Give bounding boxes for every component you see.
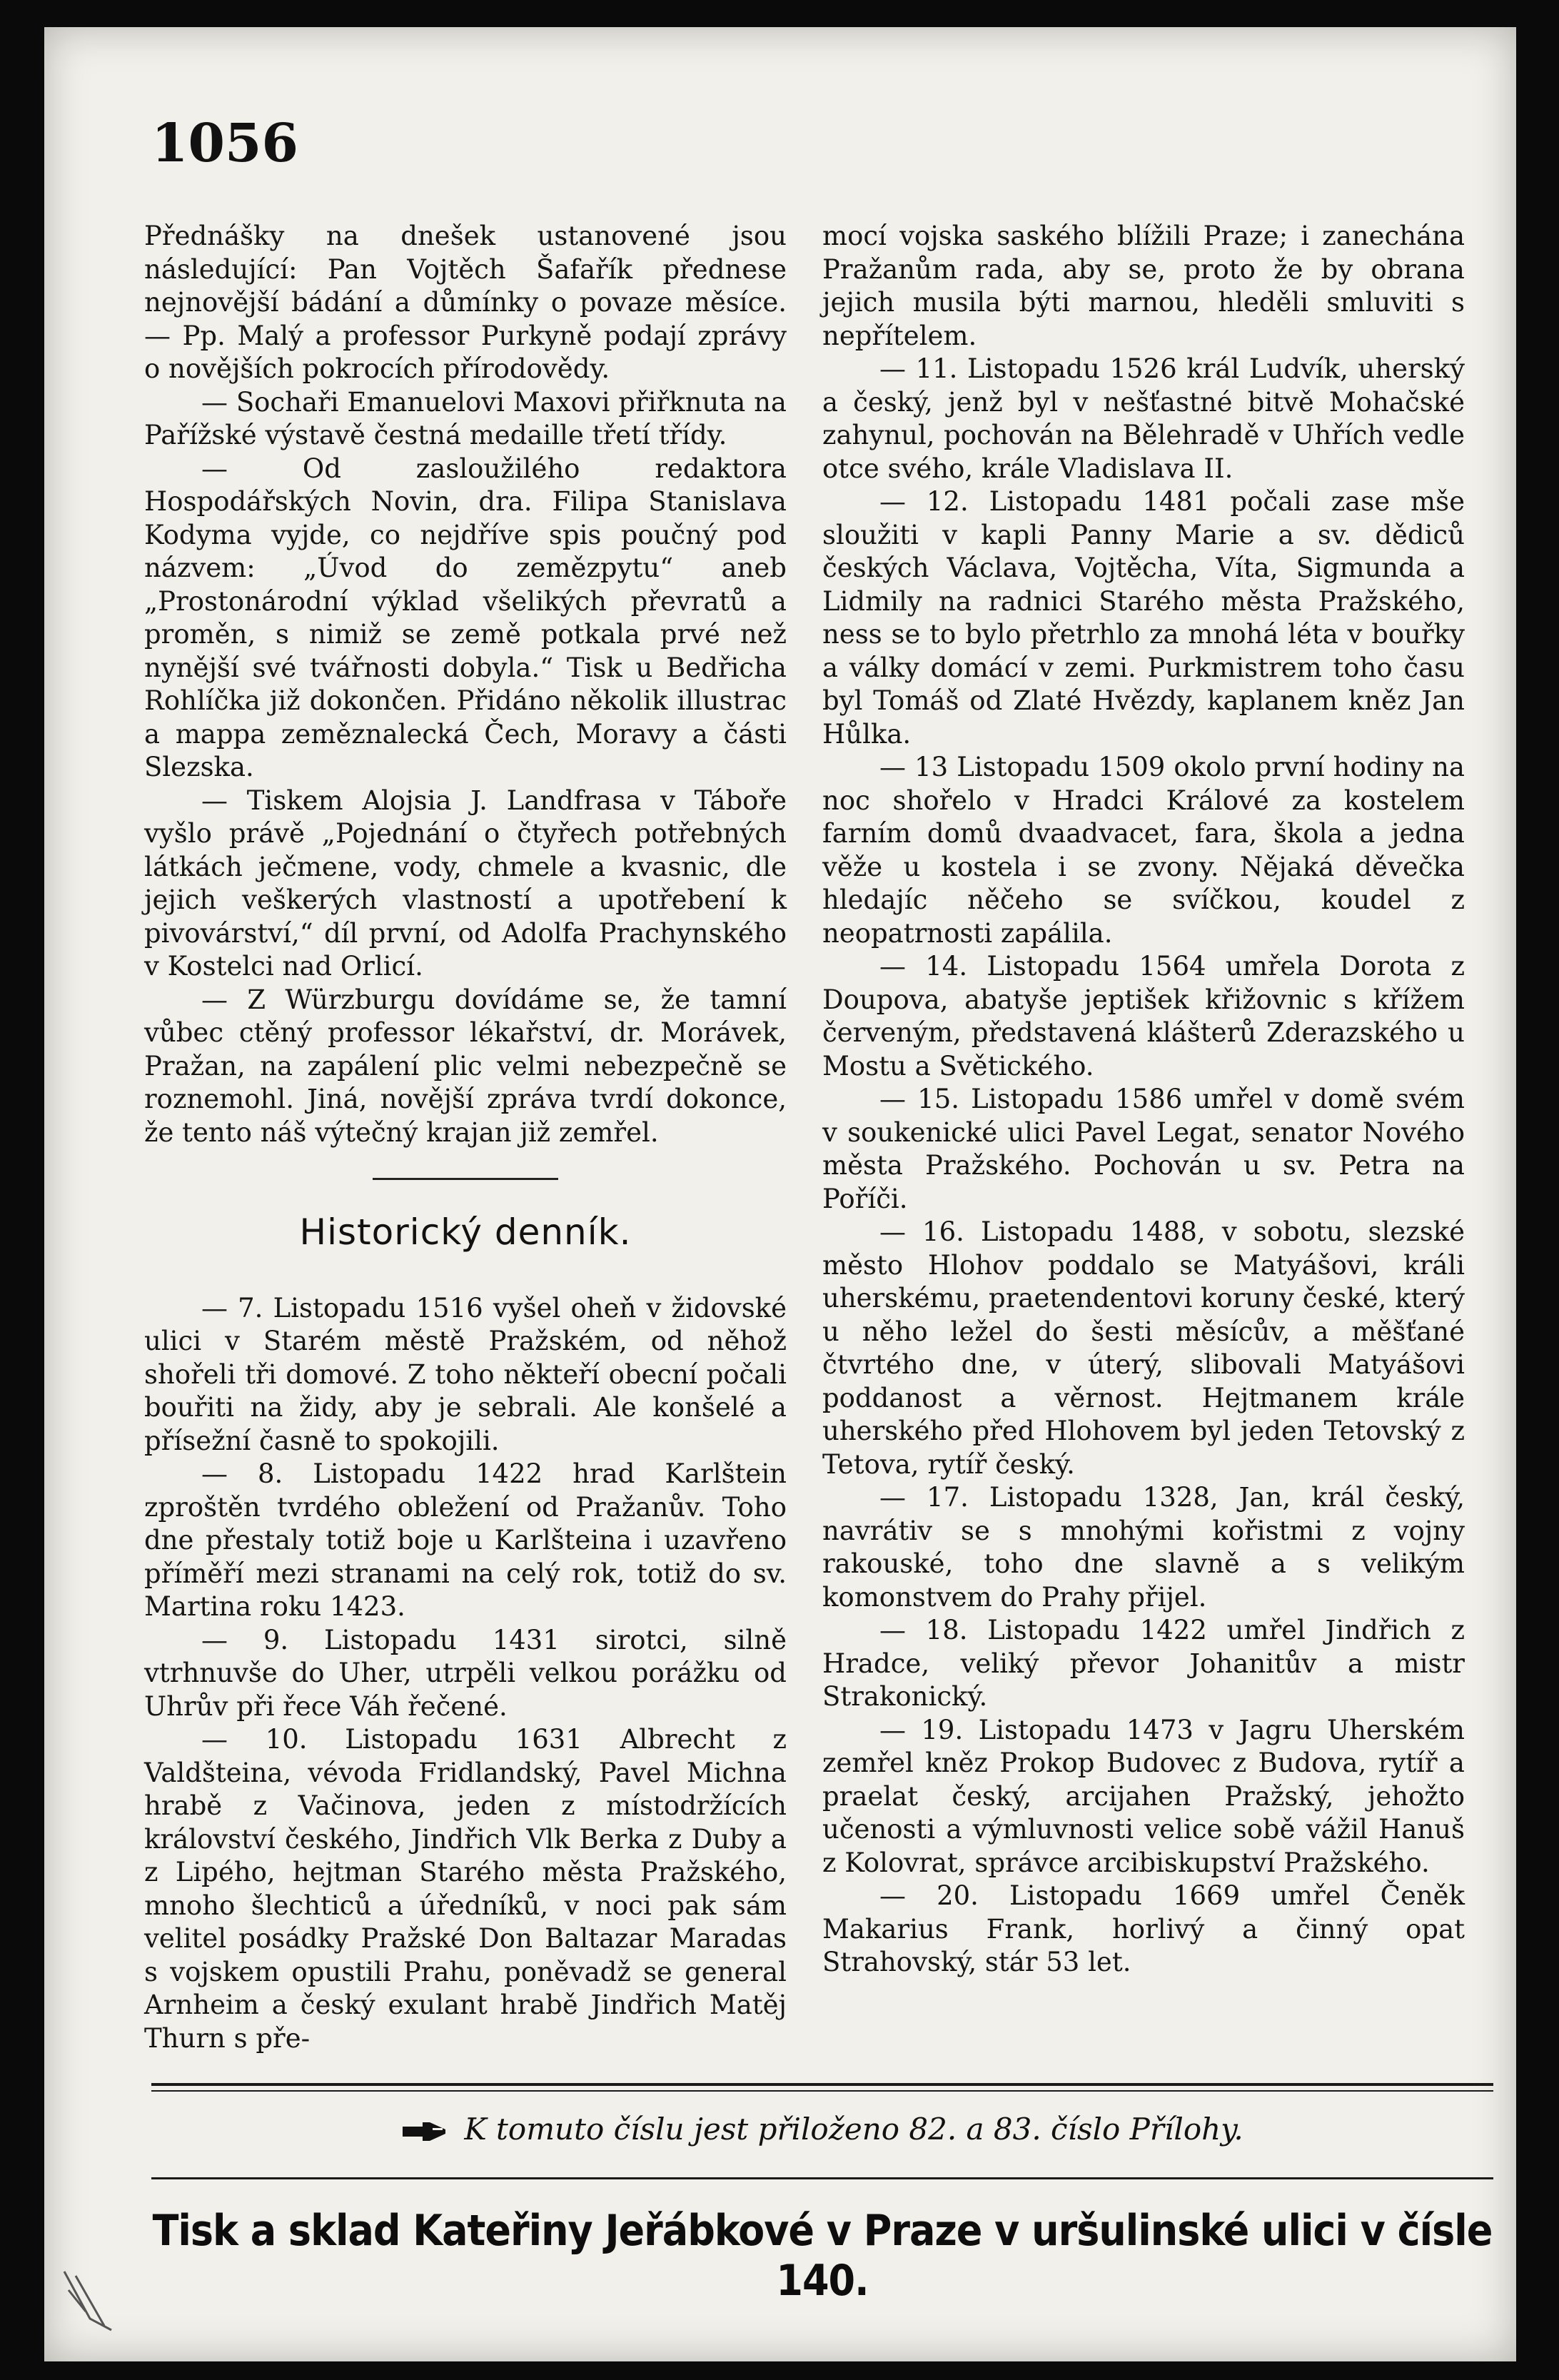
history-continuation: mocí vojska saského blížili Praze; i zanechána Pražanům rada, aby se, proto že by obrana jejich musila býti marnou, hleděli smluviti s nepřítelem. [822,221,1465,351]
supplement-note [151,2112,1493,2149]
left-column [144,220,787,2055]
history-entry: — 15. Listopadu 1586 umřel v domě svém v soukenické ulici Pavel Legat, senator Nového města Pražského. Pochován u sv. Petra na Poříči. [822,1084,1465,1214]
history-entry: — 16. Listopadu 1488, v sobotu, slezské město Hlohov poddalo se Matyášovi, králi uherskému, praetendentovi koruny české, který u něho ležel do šesti měsícův, a měšťané čtvrtého dne, v úterý, slibovali Matyášovi poddanost a věrnost. Hejtmanem krále uherského před Hlohovem byl jeden Tetovský z Tetova, rytíř český. [822,1216,1465,1480]
news-paragraph: — Z Würzburgu dovídáme se, že tamní vůbec ctěný professor lékařství, dr. Morávek, Pražan, na zapálení plic velmi nebezpečně se roznemohl. Jiná, novější zpráva tvrdí dokonce, že tento náš výtečný krajan již zemřel. [144,984,787,1148]
torn-corner-icon [61,2269,126,2336]
section-title: Historický denník. [299,1211,632,1253]
right-column [822,220,1465,1980]
supplement-text: K tomuto číslu jest přiloženo 82. a 83. číslo Přílohy. [464,2112,1243,2147]
news-paragraph: — Sochaři Emanuelovi Maxovi přiřknuta na Pařížské výstavě čestná medaille třetí třídy. [144,386,787,450]
news-paragraph: Přednášky na dnešek ustanovené jsou následující: Pan Vojtěch Šafařík přednese nejnovější bádání a důmínky o povaze měsíce. — Pp. Malý a professor Purkyně podají zprávy o novějších pokrocích přírodovědy. [144,221,787,384]
history-entry: — 12. Listopadu 1481 počali zase mše sloužiti v kapli Panny Marie a sv. dědiců českých Václava, Vojtěcha, Víta, Sigmunda a Lidmily na radnici Starého města Pražského, ness se to bylo přetrhlo za mnohá léta v bouřky a války domácí v zemi. Purkmistrem toho času byl Tomáš od Zlaté Hvězdy, kaplanem kněz Jan Hůlka. [822,486,1465,750]
history-entry: — 20. Listopadu 1669 umřel Čeněk Makarius Frank, horlivý a činný opat Strahovský, stár 53 let. [822,1880,1465,1977]
footer-imprint: Tisk a sklad Kateřiny Jeřábkové v Praze v uršulinské ulici v čísle 140. [152,2206,1493,2306]
section-divider [373,1178,558,1180]
history-entry: — 13 Listopadu 1509 okolo první hodiny na noc shořelo v Hradci Králové za kostelem farním domů dvaadvacet, fara, škola a jedna věže u kostela i se zvony. Nějaká děvečka hledajíc něčeho se svíčkou, koudel z neopatrnosti zapálila. [822,752,1465,949]
history-entry: — 17. Listopadu 1328, Jan, král český, navrátiv se s mnohými kořistmi z vojny rakouské, toho dne slavně a s velikým komonstvem do Prahy přijel. [822,1482,1465,1613]
page-number: 1056 [151,113,298,174]
pointing-hand-icon [401,2114,447,2149]
rule-above-footer [151,2177,1493,2179]
news-paragraph: — Tiskem Alojsia J. Landfrasa v Táboře vyšlo právě „Pojednání o čtyřech potřebných látkách ječmene, vody, chmele a kvasnic, dle jejich veškerých vlastností a upotřebení k pivovárství,“ díl první, od Adolfa Prachynského v Kostelci nad Orlicí. [144,785,787,982]
news-paragraph: — Od zasloužilého redaktora Hospodářských Novin, dra. Filipa Stanislava Kodyma vyjde, co nejdříve spis poučný pod názvem: „Úvod do zemězpytu“ aneb „Prostonárodní výklad všelikých převratů a proměn, s nimiž se země potkala prvé než nynější své tvářnosti dobyla.“ Tisk u Bedřicha Rohlíčka již dokončen. Přidáno několik illustrac a mappa zeměznalecká Čech, Moravy a části Slezska. [144,453,787,782]
history-entry: — 18. Listopadu 1422 umřel Jindřich z Hradce, veliký převor Johanitův a mistr Strakonický. [822,1615,1465,1712]
rule-above-supplement-thin [151,2090,1493,2092]
history-entry: — 7. Listopadu 1516 vyšel oheň v židovské ulici v Starém městě Pražském, od něhož shořeli tři domové. Z toho někteří obecní počali bouřiti na židy, aby je sebrali. Ale konšelé a přísežní časně to spokojili. [144,1292,787,1456]
rule-above-supplement [151,2083,1493,2086]
history-entry: — 11. Listopadu 1526 král Ludvík, uherský a český, jenž byl v nešťastné bitvě Mohačské zahynul, pochován na Bělehradě v Uhřích vedle otce svého, krále Vladislava II. [822,353,1465,484]
newspaper-page [44,27,1516,2361]
history-entry: — 14. Listopadu 1564 umřela Dorota z Doupova, abatyše jeptišek křižovnic s křížem červeným, představená klášterů Zderazského u Mostu a Světického. [822,951,1465,1081]
history-entry: — 9. Listopadu 1431 sirotci, silně vtrhnuvše do Uher, utrpěli velkou porážku od Uhrův při řece Váh řečené. [144,1624,787,1722]
history-entry: — 10. Listopadu 1631 Albrecht z Valdšteina, vévoda Fridlandský, Pavel Michna hrabě z Vačinova, jeden z místodržících království českého, Jindřich Vlk Berka z Duby a z Lipého, hejtman Starého města Pražského, mnoho šlechticů a úředníků, v noci pak sám velitel posádky Pražské Don Baltazar Maradas s vojskem opustili Prahu, poněvadž se general Arnheim a český exulant hrabě Jindřich Matěj Thurn s pře- [144,1724,787,2054]
history-entry: — 19. Listopadu 1473 v Jagru Uherském zemřel kněz Prokop Budovec z Budova, rytíř a praelat český, arcijahen Pražský, jehožto učenosti a výmluvnosti velice sobě vážil Hanuš z Kolovrat, správce arcibiskupství Pražského. [822,1714,1465,1878]
history-entry: — 8. Listopadu 1422 hrad Karlštein zproštěn tvrdého obležení od Pražanův. Toho dne přestaly totiž boje u Karlšteina i uzavřeno příměří mezi stranami na celý rok, totiž do sv. Martina roku 1423. [144,1458,787,1622]
